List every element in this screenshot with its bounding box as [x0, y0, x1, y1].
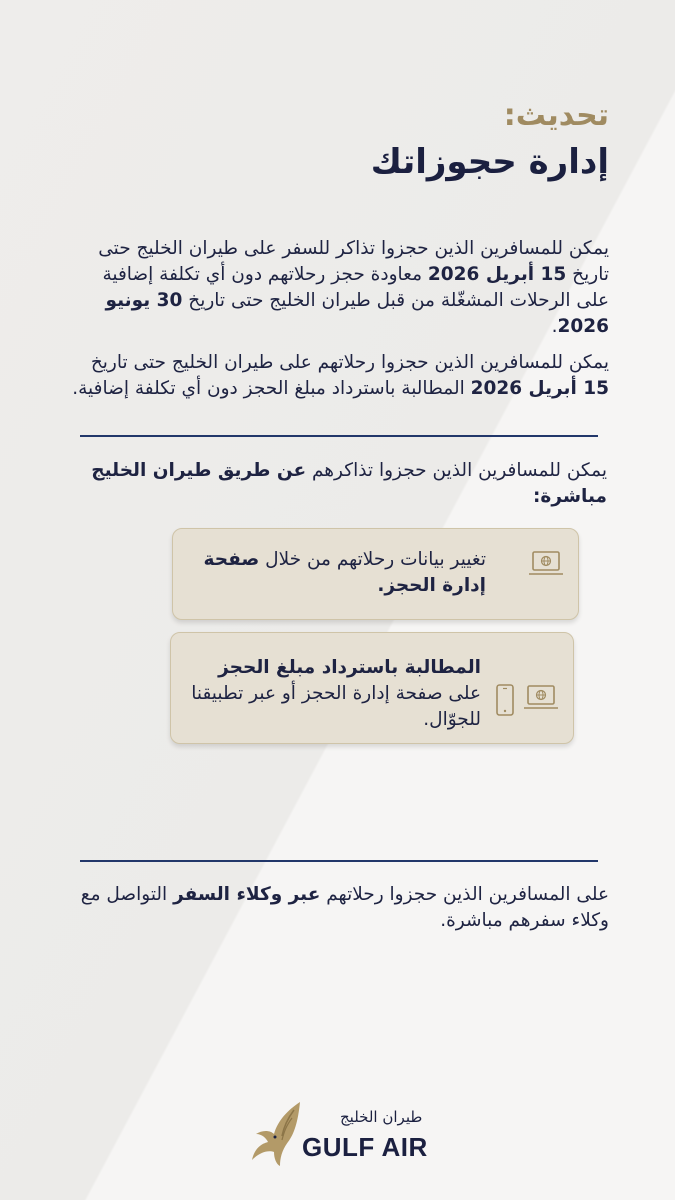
laptop-icon [528, 549, 564, 579]
gulf-air-logo [248, 1100, 428, 1170]
card-text [181, 655, 481, 733]
falcon-logo-icon [248, 1100, 306, 1168]
mobile-phone-icon [495, 683, 515, 717]
text: يمكن للمسافرين الذين حجزوا تذاكرهم [306, 460, 607, 481]
text: يمكن للمسافرين الذين حجزوا رحلاتهم على طيران الخليج حتى تاريخ [90, 352, 609, 373]
text: التواصل مع وكلاء سفرهم مباشرة. [80, 884, 609, 931]
text: يمكن للمسافرين الذين حجزوا تذاكر للسفر على طيران الخليج حتى تاريخ [98, 238, 609, 285]
refund-claim-card [170, 632, 574, 744]
update-label: تحديث: [503, 98, 609, 133]
logo-arabic-text: طيران الخليج [340, 1108, 423, 1126]
page-title: إدارة حجوزاتك [370, 142, 609, 182]
direct-booking-intro [87, 458, 607, 510]
text: على صفحة إدارة الحجز أو عبر تطبيقنا للجوّال. [191, 683, 481, 730]
refund-paragraph [69, 350, 609, 402]
date-highlight: 15 أبريل 2026 [470, 378, 609, 399]
card-text [186, 547, 486, 599]
bold-text: عن طريق طيران الخليج مباشرة: [91, 460, 607, 507]
text: المطالبة باسترداد مبلغ الحجز دون أي تكلفة إضافية. [72, 378, 471, 399]
travel-agents-paragraph [69, 882, 609, 934]
bold-text: عبر وكلاء السفر [173, 884, 321, 905]
divider [80, 435, 598, 437]
date-highlight: 15 أبريل 2026 [427, 264, 567, 285]
laptop-icon [523, 683, 559, 713]
logo-english-text: GULF AIR [302, 1132, 428, 1162]
rebooking-paragraph [69, 236, 609, 340]
bold-text: المطالبة باسترداد مبلغ الحجز [218, 657, 481, 678]
divider [80, 860, 598, 862]
text: معاودة حجز رحلاتهم دون أي تكلفة إضافية على الرحلات المشغّلة من قبل طيران الخليج حتى تاريخ [102, 264, 609, 311]
text: تغيير بيانات رحلاتهم من خلال [259, 549, 486, 570]
text: . [551, 316, 558, 337]
text: على المسافرين الذين حجزوا رحلاتهم [320, 884, 609, 905]
date-highlight: 30 يونيو 2026 [105, 290, 609, 337]
bold-text: صفحة إدارة الحجز. [203, 549, 486, 596]
change-booking-card [172, 528, 579, 620]
